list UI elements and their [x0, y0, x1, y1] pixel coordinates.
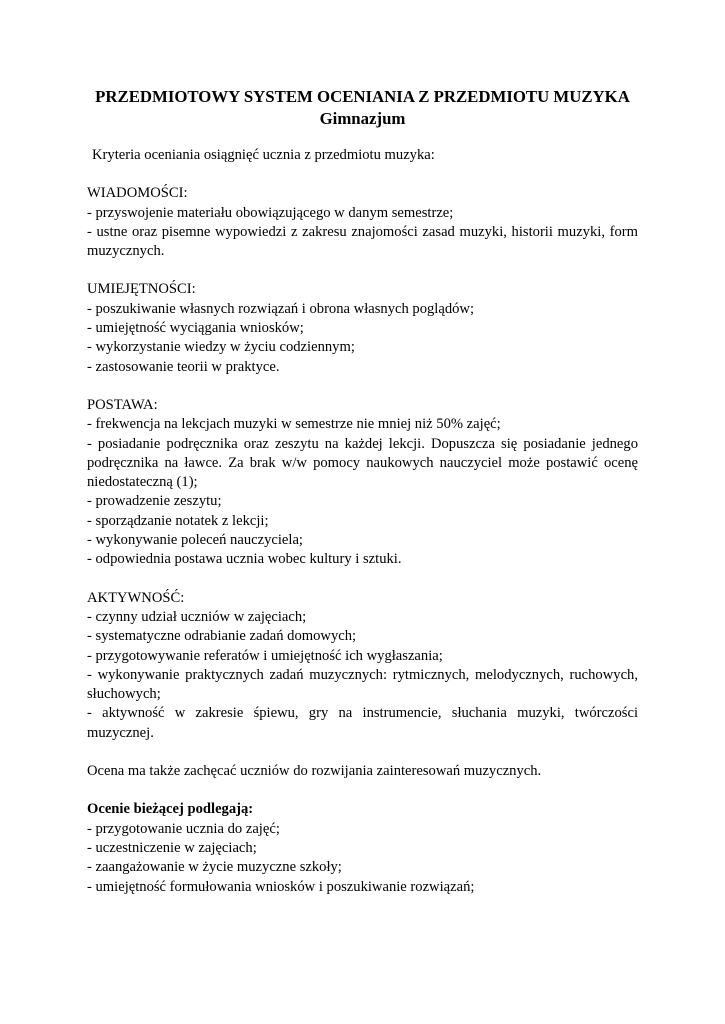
list-item: - czynny udział uczniów w zajęciach;	[87, 608, 307, 625]
list-item: - uczestniczenie w zajęciach;	[87, 839, 257, 856]
list-item: - przygotowanie ucznia do zajęć;	[87, 820, 280, 837]
section-items	[87, 300, 638, 377]
section-heading: AKTYWNOŚĆ:	[87, 589, 185, 606]
section-heading: WIADOMOŚCI:	[87, 185, 188, 202]
list-item: - ustne oraz pisemne wypowiedzi z zakresu znajomości zasad muzyki, historii muzyki, form muzycznych.	[87, 223, 638, 260]
section-wiadomosci	[87, 184, 638, 261]
list-item: - zastosowanie teorii w praktyce.	[87, 358, 280, 375]
section-items	[87, 820, 638, 897]
list-item: - aktywność w zakresie śpiewu, gry na instrumencie, słuchania muzyki, twórczości muzycznej.	[87, 705, 638, 741]
section-umiejetnosci	[87, 280, 638, 376]
current-assessment-heading: Ocenie bieżącej podlegają:	[87, 801, 254, 818]
list-item: - systematyczne odrabianie zadań domowych;	[87, 628, 357, 645]
document-subtitle: Gimnazjum	[319, 109, 406, 128]
list-item: - umiejętność wyciągania wniosków;	[87, 320, 304, 337]
section-items	[87, 415, 638, 569]
list-item: - posiadanie podręcznika oraz zeszytu na każdej lekcji. Dopuszcza się posiadanie jednego podręcznika na ławce. Za brak w/w pomocy naukowych nauczyciel może postawić ocenę niedostateczną (1);	[87, 435, 638, 491]
section-postawa	[87, 396, 638, 570]
section-heading: POSTAWA:	[87, 396, 158, 413]
section-items	[87, 204, 638, 262]
document-content	[87, 86, 638, 916]
list-item: - wykonywanie praktycznych zadań muzycznych: rytmicznych, melodycznych, ruchowych, słuchowych;	[87, 666, 638, 703]
document-title: PRZEDMIOTOWY SYSTEM OCENIANIA Z PRZEDMIOTU MUZYKA	[95, 87, 630, 106]
intro-text: Kryteria oceniania osiągnięć ucznia z przedmiotu muzyka:	[92, 147, 435, 163]
section-heading: UMIEJĘTNOŚCI:	[87, 281, 196, 298]
section-current-assessment	[87, 800, 638, 896]
list-item: - zaangażowanie w życie muzyczne szkoły;	[87, 859, 342, 876]
list-item: - wykorzystanie wiedzy w życiu codziennym;	[87, 339, 355, 356]
note-text: Ocena ma także zachęcać uczniów do rozwijania zainteresowań muzycznych.	[87, 763, 542, 780]
list-item: - przygotowywanie referatów i umiejętność ich wygłaszania;	[87, 647, 443, 664]
list-item: - przyswojenie materiału obowiązującego w danym semestrze;	[87, 204, 454, 221]
section-items	[87, 608, 638, 743]
section-aktywnosc	[87, 589, 638, 743]
list-item: - wykonywanie poleceń nauczyciela;	[87, 532, 303, 549]
list-item: - prowadzenie zeszytu;	[87, 493, 222, 510]
list-item: - umiejętność formułowania wniosków i poszukiwanie rozwiązań;	[87, 878, 475, 895]
list-item: - frekwencja na lekcjach muzyki w semestrze nie mniej niż 50% zajęć;	[87, 416, 501, 433]
list-item: - poszukiwanie własnych rozwiązań i obrona własnych poglądów;	[87, 300, 475, 317]
list-item: - sporządzanie notatek z lekcji;	[87, 512, 269, 529]
list-item: - odpowiednia postawa ucznia wobec kultury i sztuki.	[87, 551, 402, 568]
